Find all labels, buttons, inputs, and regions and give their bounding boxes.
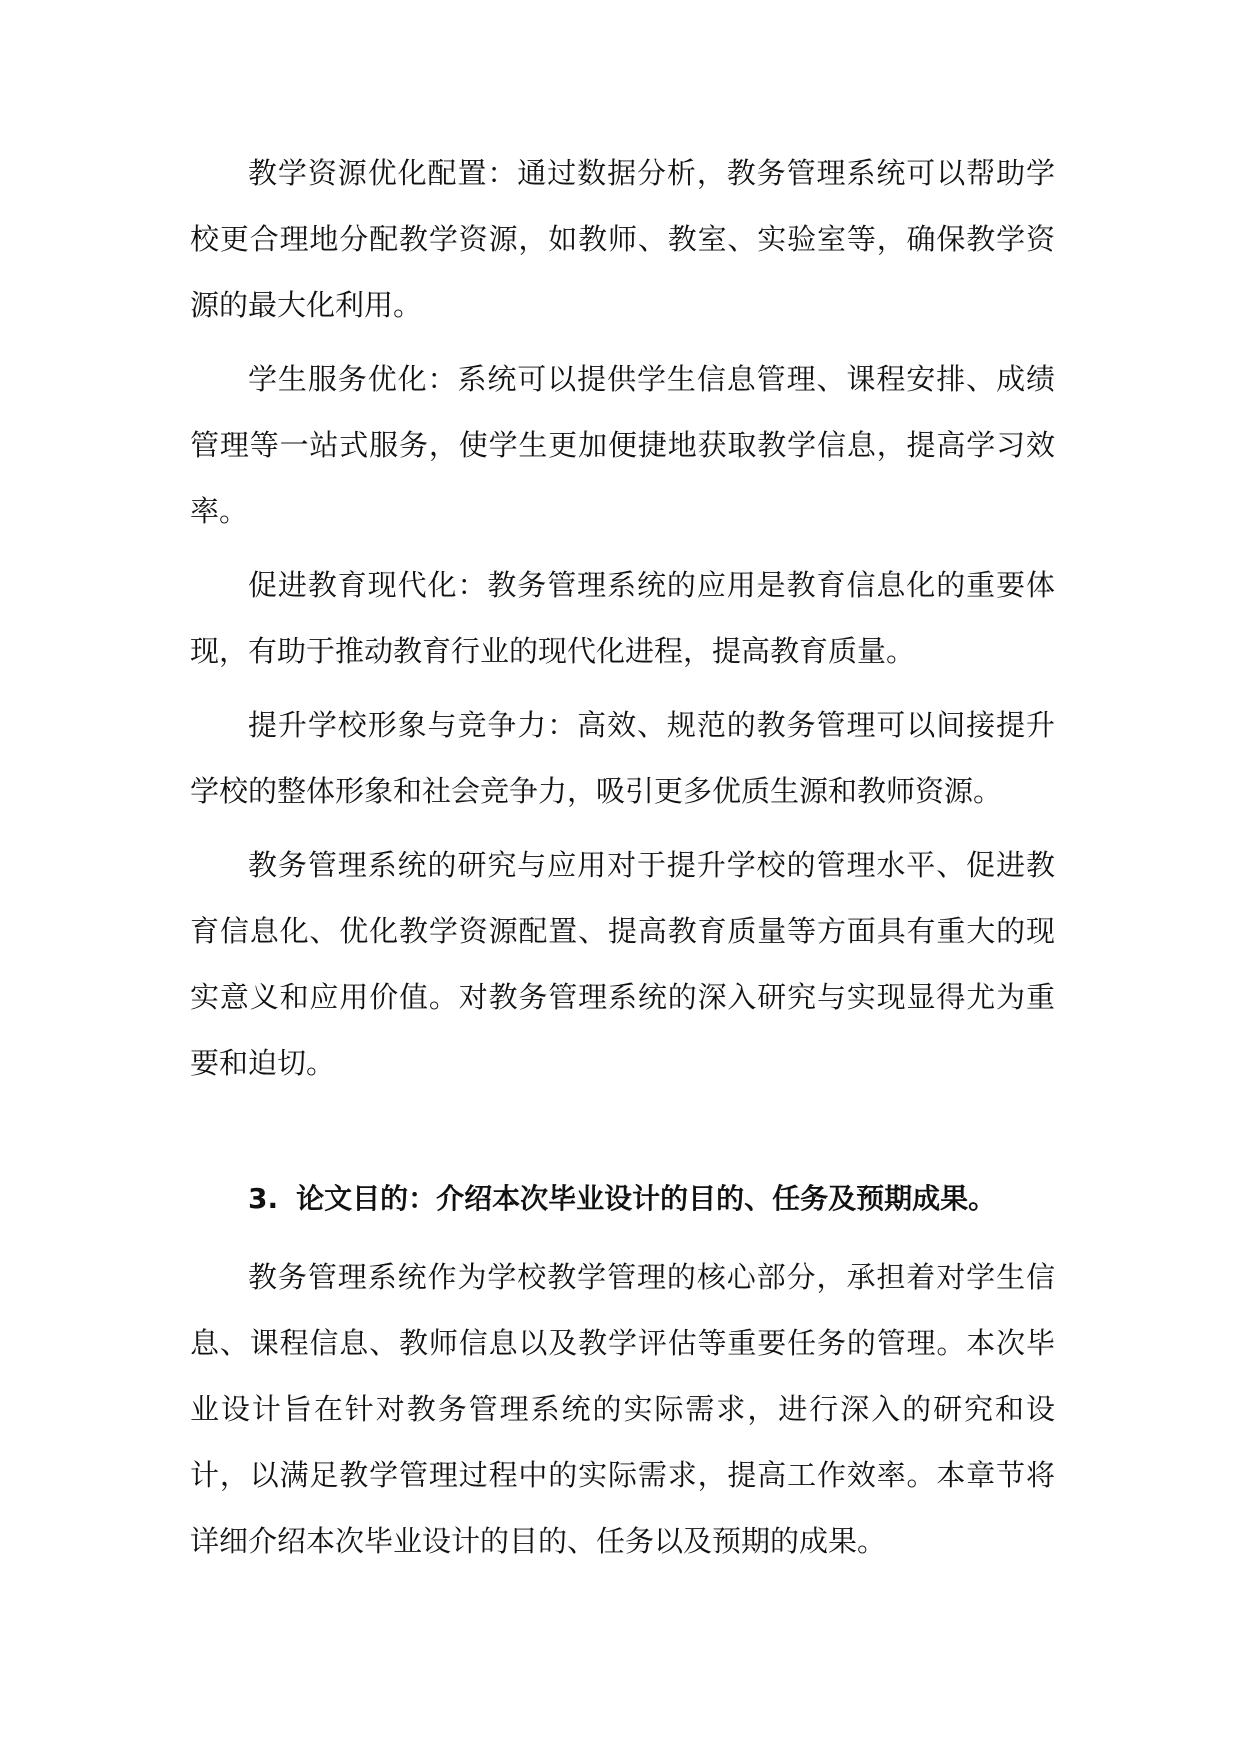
paragraph-school-image: 提升学校形象与竞争力：高效、规范的教务管理可以间接提升学校的整体形象和社会竞争力，吸引更多优质生源和教师资源。: [190, 708, 1055, 808]
paragraph-education-modernization: 促进教育现代化：教务管理系统的应用是教育信息化的重要体现，有助于推动教育行业的现代化进程，提高教育质量。: [190, 568, 1055, 668]
section-heading: [190, 1166, 1055, 1232]
paragraph-summary-significance: 教务管理系统的研究与应用对于提升学校的管理水平、促进教育信息化、优化教学资源配置、提高教育质量等方面具有重大的现实意义和应用价值。对教务管理系统的深入研究与实现显得尤为重要和迫切。: [190, 848, 1055, 1080]
section-number: 3.: [248, 1182, 279, 1215]
document-body: [190, 140, 1055, 1582]
paragraph-student-services: 学生服务优化：系统可以提供学生信息管理、课程安排、成绩管理等一站式服务，使学生更加便捷地获取教学信息，提高学习效率。: [190, 362, 1055, 528]
paragraph-teaching-resources: 教学资源优化配置：通过数据分析，教务管理系统可以帮助学校更合理地分配教学资源，如教师、教室、实验室等，确保教学资源的最大化利用。: [190, 156, 1055, 322]
paragraph-thesis-purpose: 教务管理系统作为学校教学管理的核心部分，承担着对学生信息、课程信息、教师信息以及教学评估等重要任务的管理。本次毕业设计旨在针对教务管理系统的实际需求，进行深入的研究和设计，以满足教学管理过程中的实际需求，提高工作效率。本章节将详细介绍本次毕业设计的目的、任务以及预期的成果。: [190, 1260, 1055, 1558]
section-title: 论文目的：介绍本次毕业设计的目的、任务及预期成果。: [296, 1182, 997, 1215]
